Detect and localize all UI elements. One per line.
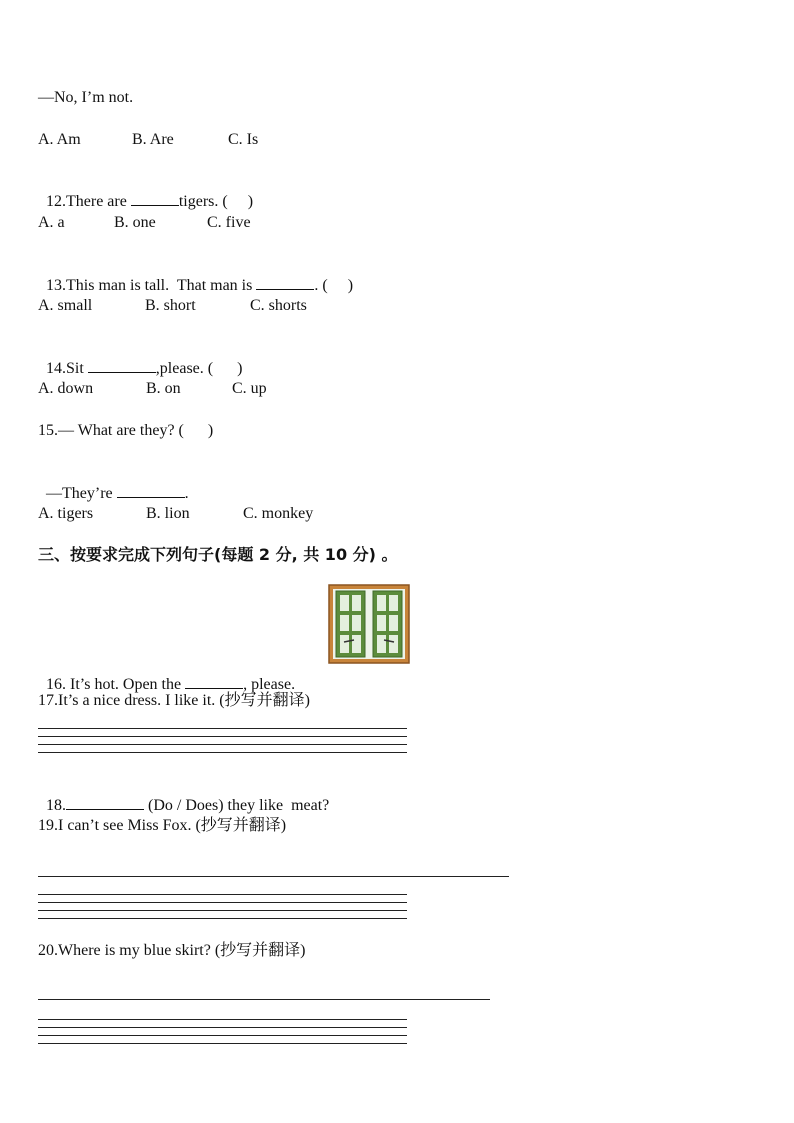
q18-question	[38, 775, 329, 816]
q17-writing-line-3[interactable]	[38, 744, 407, 745]
q17-writing-line-4[interactable]	[38, 752, 407, 753]
q12-number: 12.	[46, 193, 66, 210]
q16-blank[interactable]	[185, 674, 243, 689]
q15-option-c[interactable]: C. monkey	[243, 505, 314, 522]
q17-writing-line-1[interactable]	[38, 728, 407, 729]
q14-number: 14.	[46, 360, 66, 377]
q18-number: 18.	[46, 797, 66, 814]
q14-blank[interactable]	[88, 358, 156, 373]
q14-option-c[interactable]: C. up	[232, 380, 267, 397]
q16-text-before: 16. It’s hot. Open the	[46, 676, 186, 693]
q17-writing-line-2[interactable]	[38, 736, 407, 737]
q13-question	[38, 255, 353, 296]
q11-answer-text: —No, I’m not.	[38, 89, 134, 106]
q13-number: 13.	[46, 277, 66, 294]
q15-answer-after: .	[184, 485, 189, 502]
q12-text-before: There are	[66, 193, 131, 210]
window-picture	[328, 584, 410, 664]
q13-option-c[interactable]: C. shorts	[250, 297, 307, 314]
q15-blank[interactable]	[117, 483, 185, 498]
q18-blank[interactable]	[66, 795, 144, 810]
q11-option-c[interactable]: C. Is	[228, 131, 259, 148]
q20-text: 20.Where is my blue skirt? (抄写并翻译)	[38, 942, 306, 959]
q15-question-text: 15.— What are they? ( )	[38, 422, 214, 439]
q20-writing-line-4[interactable]	[38, 1043, 407, 1044]
q14-option-b[interactable]: B. on	[146, 380, 181, 397]
q20-writing-line-3[interactable]	[38, 1035, 407, 1036]
q12-option-c[interactable]: C. five	[207, 214, 251, 231]
q16-text-after: , please.	[243, 676, 296, 693]
q19-text: 19.I can’t see Miss Fox. (抄写并翻译)	[38, 817, 287, 834]
q15-option-a[interactable]: A. tigers	[38, 505, 94, 522]
q20-question	[38, 941, 306, 961]
q19-answer-line[interactable]	[38, 876, 509, 877]
q15-answer-before: —They’re	[46, 485, 117, 502]
q20-writing-line-1[interactable]	[38, 1019, 407, 1020]
q13-text-before: This man is tall. That man is	[66, 277, 257, 294]
q14-text-after: ,please. ( )	[155, 360, 243, 377]
q13-option-b[interactable]: B. short	[145, 297, 196, 314]
q19-question	[38, 816, 286, 836]
q11-option-a[interactable]: A. Am	[38, 131, 81, 148]
q13-text-after: . ( )	[314, 277, 354, 294]
q12-question	[38, 171, 253, 212]
q19-writing-line-3[interactable]	[38, 910, 407, 911]
q12-option-a[interactable]: A. a	[38, 214, 65, 231]
q16-question	[38, 654, 295, 695]
q15-question	[38, 421, 213, 441]
q20-writing-line-2[interactable]	[38, 1027, 407, 1028]
q17-question	[38, 691, 310, 711]
q20-answer-line[interactable]	[38, 999, 490, 1000]
q19-writing-line-2[interactable]	[38, 902, 407, 903]
q11-option-b[interactable]: B. Are	[132, 131, 174, 148]
q15-answer-line	[38, 463, 189, 504]
q14-option-a[interactable]: A. down	[38, 380, 94, 397]
q15-option-b[interactable]: B. lion	[146, 505, 190, 522]
q17-text: 17.It’s a nice dress. I like it. (抄写并翻译)	[38, 692, 310, 709]
q18-text-after: (Do / Does) they like meat?	[144, 797, 330, 814]
q13-option-a[interactable]: A. small	[38, 297, 93, 314]
section-3-heading: 三、按要求完成下列句子(每题 2 分, 共 10 分) 。	[38, 545, 398, 564]
q11-answer-line	[38, 88, 133, 108]
q14-question	[38, 338, 242, 379]
q12-option-b[interactable]: B. one	[114, 214, 156, 231]
q19-writing-line-4[interactable]	[38, 918, 407, 919]
q12-blank[interactable]	[131, 191, 179, 206]
q12-text-after: tigers. ( )	[178, 193, 254, 210]
q19-writing-line-1[interactable]	[38, 894, 407, 895]
q13-blank[interactable]	[256, 275, 314, 290]
q14-text-before: Sit	[66, 360, 88, 377]
